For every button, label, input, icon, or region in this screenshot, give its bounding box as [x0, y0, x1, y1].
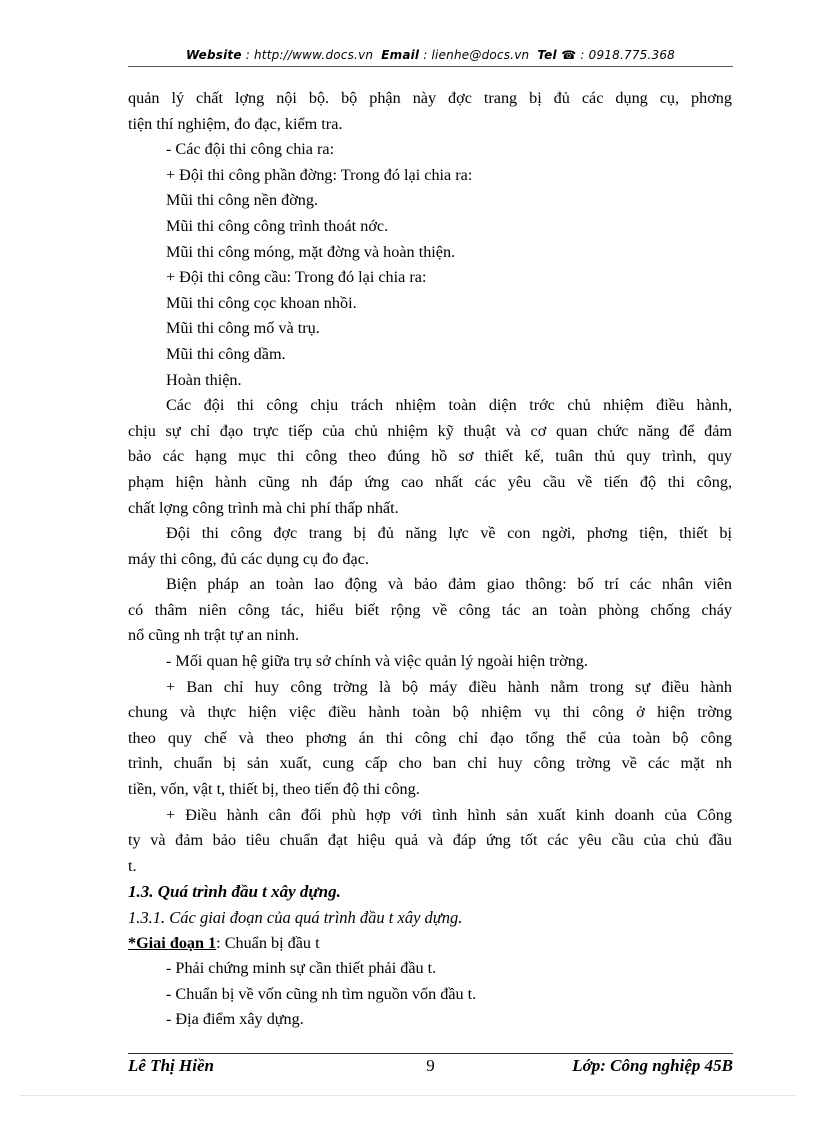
text-line: - Các đội thi công chia ra: — [166, 140, 335, 159]
text-line: nổ cũng nh trật tự an ninh. — [128, 626, 300, 645]
text-line: tiện thí nghiệm, đo đạc, kiểm tra. — [128, 114, 343, 133]
text-line: theo quy chế và theo phơng án thi công chỉ đạo tổng thể của toàn bộ công — [128, 728, 732, 747]
stage-label: *Giai đoạn 1 — [128, 933, 217, 952]
text-line: Mũi thi công cọc khoan nhồi. — [166, 293, 357, 312]
page-edge-dotted-line — [20, 1095, 796, 1096]
text-line: Mũi thi công công trình thoát nớc. — [166, 216, 389, 235]
text-line: chung và thực hiện việc điều hành toàn bộ nhiệm vụ thi công ở hiện trờng — [128, 703, 732, 722]
email-label: Email — [381, 48, 420, 62]
text-line: Mũi thi công dầm. — [166, 344, 286, 363]
tel-label: Tel ☎ — [537, 48, 577, 62]
website-value: : http://www.docs.vn — [245, 48, 374, 62]
subsection-heading: 1.3.1. Các giai đoạn của quá trình đầu t xây dựng. — [128, 908, 463, 927]
text-line: + Điều hành cân đối phù hợp với tình hình sản xuất kinh doanh của Công — [166, 805, 732, 824]
header-divider — [128, 66, 733, 67]
text-line: quản lý chất lợng nội bộ. bộ phận này đợc trang bị đủ các dụng cụ, phơng — [128, 89, 732, 107]
footer-divider — [128, 1053, 733, 1054]
text-line: t. — [128, 856, 137, 875]
text-line: - Mối quan hệ giữa trụ sở chính và việc quản lý ngoài hiện trờng. — [166, 652, 588, 671]
text-line: máy thi công, đủ các dụng cụ đo đạc. — [128, 549, 369, 568]
text-line: trình, chuẩn bị sản xuất, cung cấp cho ban chỉ huy công trờng về các mặt nh — [128, 754, 732, 773]
text-line: chất lợng công trình mà chi phí thấp nhất. — [128, 498, 399, 517]
text-line: chịu sự chỉ đạo trực tiếp của chủ nhiệm kỹ thuật và cơ quan chức năng để đảm — [128, 421, 732, 440]
list-item: - Chuẩn bị về vốn cũng nh tìm nguồn vốn đầu t. — [166, 984, 477, 1003]
page-header — [128, 48, 733, 62]
text-line: + Đội thi công phần đờng: Trong đó lại chia ra: — [166, 165, 473, 184]
list-item: - Phải chứng minh sự cần thiết phải đầu t. — [166, 959, 437, 978]
text-line: tiền, vốn, vật t, thiết bị, theo tiến độ thi công. — [128, 780, 420, 799]
text-line: Biện pháp an toàn lao động và bảo đảm giao thông: bố trí các nhân viên — [166, 575, 732, 594]
text-line: Các đội thi công chịu trách nhiệm toàn diện trớc chủ nhiệm điều hành, — [166, 396, 732, 415]
text-line: + Đội thi công cầu: Trong đó lại chia ra: — [166, 268, 427, 287]
tel-value: : 0918.775.368 — [580, 48, 676, 62]
stage-line — [128, 931, 732, 957]
text-line: Mũi thi công móng, mặt đờng và hoàn thiện. — [166, 242, 456, 261]
text-line: có thâm niên công tác, hiểu biết rộng về công tác an toàn phòng chống cháy — [128, 600, 732, 619]
footer-class: Lớp: Công nghiệp 45B — [572, 1056, 733, 1075]
text-line: Mũi thi công mố và trụ. — [166, 319, 320, 338]
text-line: ty và đảm bảo tiêu chuẩn đạt hiệu quả và đáp ứng tốt các yêu cầu của chủ đầu — [128, 831, 732, 850]
text-line: phạm hiện hành cũng nh đáp ứng cao nhất các yêu cầu về tiến độ thi công, — [128, 472, 732, 491]
text-line: Mũi thi công nền đờng. — [166, 191, 318, 210]
document-body — [128, 86, 732, 1033]
footer-author: Lê Thị Hiền — [128, 1056, 214, 1075]
page-number: 9 — [426, 1056, 435, 1075]
text-line: + Ban chỉ huy công trờng là bộ máy điều hành nằm trong sự điều hành — [166, 677, 732, 696]
email-value: : lienhe@docs.vn — [423, 48, 530, 62]
stage-text: : Chuẩn bị đầu t — [216, 933, 320, 952]
text-line: bảo các hạng mục thi công theo đúng hồ sơ thiết kế, tuân thủ quy trình, quy — [128, 447, 732, 466]
list-item: - Địa điểm xây dựng. — [166, 1010, 304, 1029]
section-heading: 1.3. Quá trình đầu t xây dựng. — [128, 882, 341, 902]
website-label: Website — [185, 48, 242, 62]
text-line: Hoàn thiện. — [166, 370, 242, 389]
page-footer — [128, 1056, 733, 1080]
text-line: Đội thi công đợc trang bị đủ năng lực về con ngời, phơng tiện, thiết bị — [166, 524, 732, 543]
